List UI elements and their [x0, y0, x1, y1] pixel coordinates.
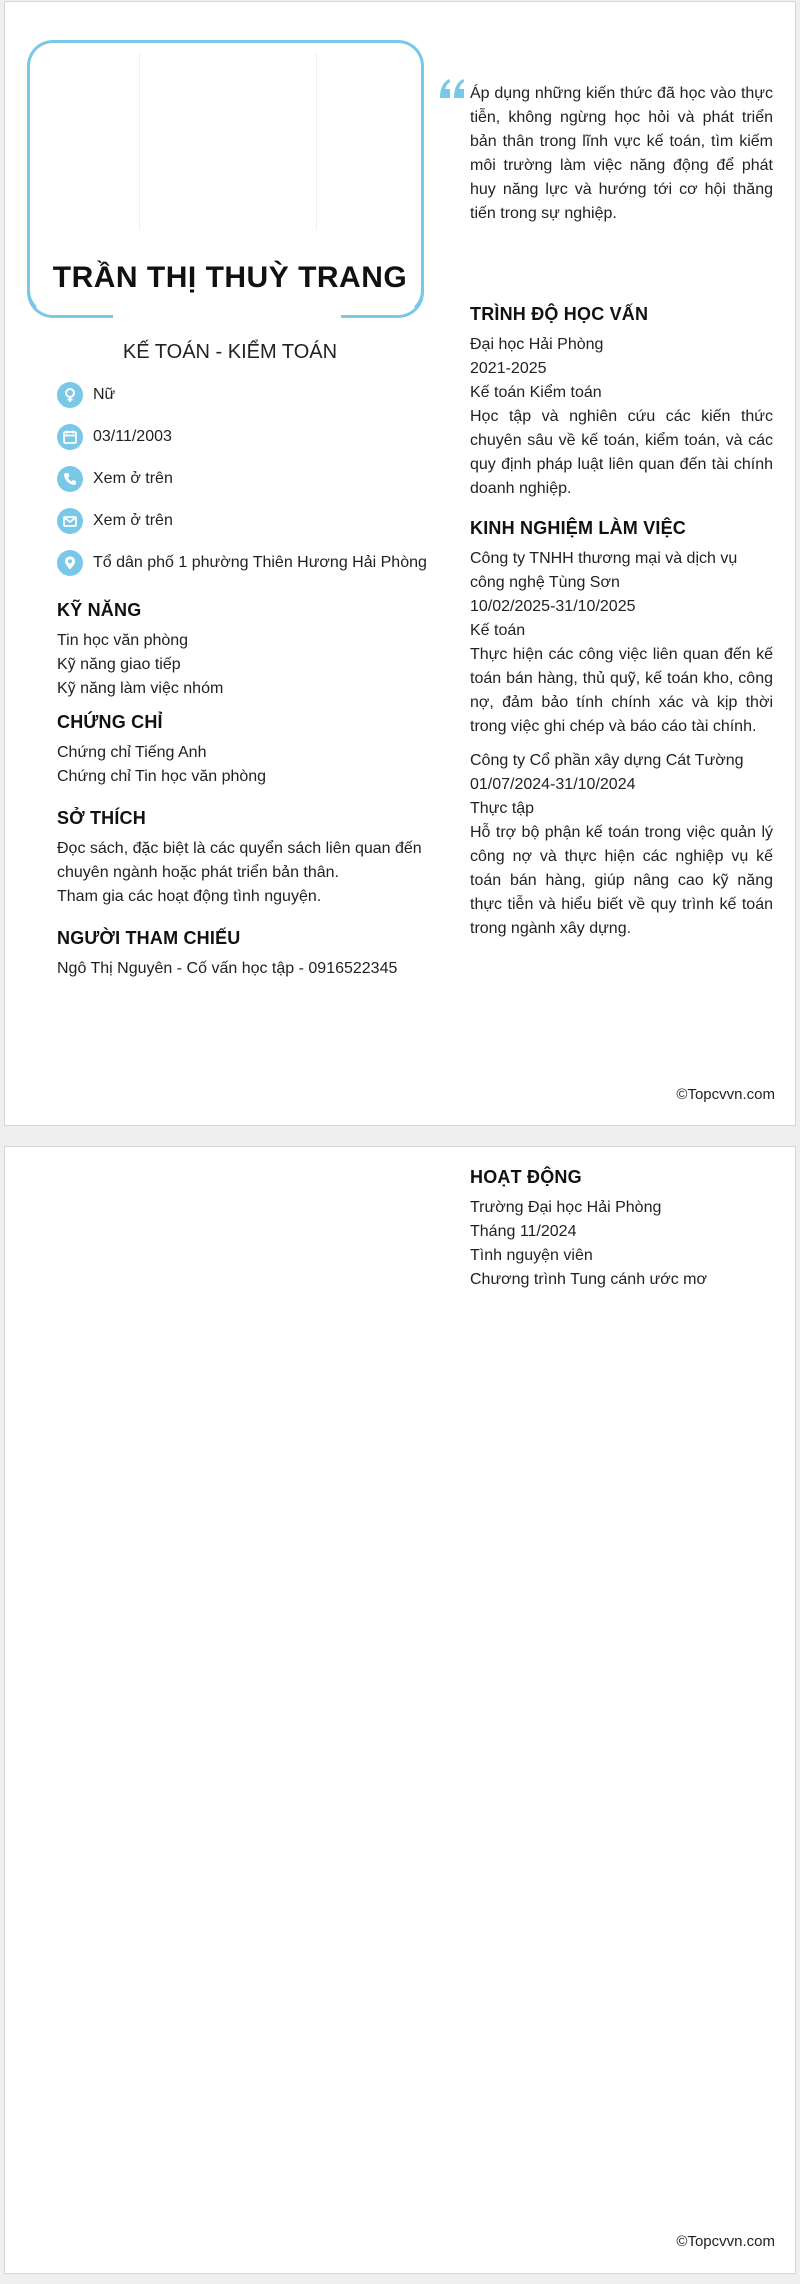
activity-period: Tháng 11/2024 — [470, 1223, 577, 1240]
birthday-value: 03/11/2003 — [93, 428, 172, 445]
experience-position: Kế toán — [470, 622, 526, 639]
contact-row-email — [57, 500, 457, 542]
footer-watermark: ©Topcvvn.com — [676, 2233, 775, 2250]
experience-section — [470, 518, 773, 951]
gender-value: Nữ — [93, 386, 116, 403]
references-title: NGƯỜI THAM CHIẾU — [57, 928, 241, 948]
skill-item: Tin học văn phòng — [57, 632, 189, 649]
experience-period: 01/07/2024-31/10/2024 — [470, 776, 636, 793]
certificates-section — [57, 712, 437, 789]
activity-program: Chương trình Tung cánh ước mơ — [470, 1271, 707, 1288]
job-title: KẾ TOÁN - KIỂM TOÁN — [122, 341, 338, 363]
candidate-name: TRẦN THỊ THUỲ TRANG — [52, 261, 408, 294]
hobby-item: Đọc sách, đặc biệt là các quyển sách liên quan đến chuyên ngành hoặc phát triển bản thân. — [57, 840, 422, 881]
skills-title: KỸ NĂNG — [57, 600, 142, 620]
hobbies-section — [57, 808, 437, 909]
experience-company: Công ty TNHH thương mại và dịch vụ công nghệ Tùng Sơn — [470, 550, 738, 591]
experience-description: Thực hiện các công việc liên quan đến kế toán bán hàng, thủ quỹ, kế toán kho, công nợ, đảm bảo tính chính xác và kịp thời trong việc ghi chép và báo cáo tài chính. — [470, 646, 773, 735]
calendar-icon — [57, 424, 83, 450]
experience-title: KINH NGHIỆM LÀM VIỆC — [470, 518, 687, 538]
email-icon — [57, 508, 83, 534]
career-objective: Áp dụng những kiến thức đã học vào thực tiễn, không ngừng học hỏi và phát triển bản thân trong lĩnh vực kế toán, tìm kiếm môi trường làm việc năng động để phát huy năng lực và hướng tới cơ hội thăng tiến trong sự nghiệp. — [470, 85, 773, 222]
certificate-item: Chứng chỉ Tiếng Anh — [57, 744, 207, 761]
contact-row-address — [57, 542, 457, 584]
experience-description: Hỗ trợ bộ phận kế toán trong việc quản lý công nợ và thực hiện các nghiệp vụ kế toán bán hàng, giúp nâng cao kỹ năng thực tiễn và hiểu biết về quy trình kế toán trong ngành xây dựng. — [470, 824, 773, 937]
phone-icon — [57, 466, 83, 492]
education-section — [470, 304, 773, 501]
education-title: TRÌNH ĐỘ HỌC VẤN — [470, 304, 649, 324]
skill-item: Kỹ năng giao tiếp — [57, 656, 181, 673]
reference-item: Ngô Thị Nguyên - Cố vấn học tập - 0916522345 — [57, 960, 398, 977]
skills-section — [57, 600, 437, 701]
contact-info — [57, 374, 457, 584]
address-value: Tổ dân phố 1 phường Thiên Hương Hải Phòng — [93, 554, 427, 571]
quote-icon — [438, 74, 468, 104]
activities-title: HOẠT ĐỘNG — [470, 1167, 582, 1187]
education-major: Kế toán Kiểm toán — [470, 384, 602, 401]
experience-entry — [470, 547, 773, 739]
experience-period: 10/02/2025-31/10/2025 — [470, 598, 636, 615]
hobbies-title: SỞ THÍCH — [57, 808, 146, 828]
skill-item: Kỹ năng làm việc nhóm — [57, 680, 224, 697]
location-icon — [57, 550, 83, 576]
education-description: Học tập và nghiên cứu các kiến thức chuyên sâu về kế toán, kiểm toán, và các quy định pháp luật liên quan đến tài chính doanh nghiệp. — [470, 408, 773, 497]
references-section — [57, 928, 437, 981]
hobby-item: Tham gia các hoạt động tình nguyện. — [57, 888, 322, 905]
gender-icon — [57, 382, 83, 408]
education-period: 2021-2025 — [470, 360, 547, 377]
education-school: Đại học Hải Phòng — [470, 336, 604, 353]
contact-row-gender — [57, 374, 457, 416]
contact-row-phone — [57, 458, 457, 500]
experience-position: Thực tập — [470, 800, 535, 817]
activity-role: Tình nguyện viên — [470, 1247, 593, 1264]
phone-value: Xem ở trên — [93, 470, 173, 487]
activity-organization: Trường Đại học Hải Phòng — [470, 1199, 662, 1216]
cv-page-2 — [5, 1147, 795, 2273]
footer-watermark: ©Topcvvn.com — [676, 1086, 775, 1103]
avatar — [139, 52, 317, 230]
experience-company: Công ty Cổ phần xây dựng Cát Tường — [470, 752, 744, 769]
email-value: Xem ở trên — [93, 512, 173, 529]
certificate-item: Chứng chỉ Tin học văn phòng — [57, 768, 267, 785]
experience-entry — [470, 749, 773, 941]
activities-section — [470, 1167, 773, 1292]
contact-row-birthday — [57, 416, 457, 458]
certificates-title: CHỨNG CHỈ — [57, 712, 163, 732]
cv-page-1 — [5, 2, 795, 1125]
